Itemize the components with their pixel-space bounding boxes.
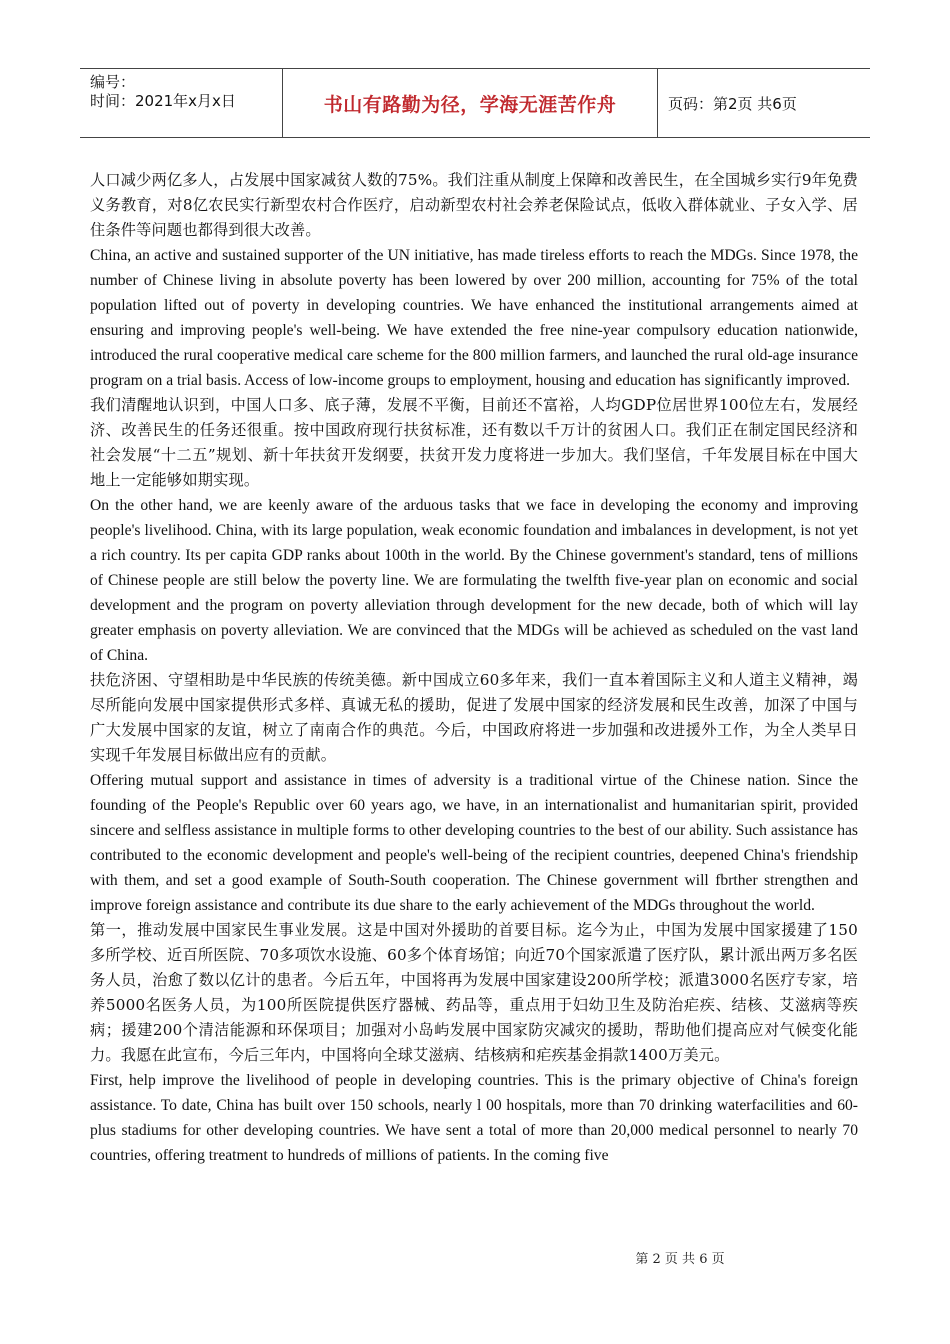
paragraph-zh-1: 人口减少两亿多人，占发展中国家减贫人数的75%。我们注重从制度上保障和改善民生，在全国城乡实行9年免费义务教育，对8亿农民实行新型农村合作医疗，启动新型农村社会养老保险试点，低收入群体就业、子女入学、居住条件等问题也都得到很大改善。 — [90, 171, 858, 239]
paragraph-en-4: First, help improve the livelihood of people in developing countries. This is the primary objective of China's foreign assistance. To date, China has built over 150 schools, nearly l 00 hospitals, more than 70 drinking waterfacilities and 60-plus stadiums for other developing countries. We have sent a total of more than 20,000 medical personnel to nearly 70 countries, offering treatment to hundreds of millions of patients. In the coming five — [90, 1072, 858, 1164]
header-motto: 书山有路勤为径，学海无涯苦作舟 — [283, 69, 658, 137]
paragraph-zh-3: 扶危济困、守望相助是中华民族的传统美德。新中国成立60多年来，我们一直本着国际主义和人道主义精神，竭尽所能向发展中国家提供形式多样、真诚无私的援助，促进了发展中国家的经济发展和民生改善，加深了中国与广大发展中国家的友谊，树立了南南合作的典范。今后，中国政府将进一步加强和改进援外工作，为全人类早日实现千年发展目标做出应有的贡献。 — [90, 671, 858, 764]
paragraph-zh-2: 我们清醒地认识到，中国人口多、底子薄，发展不平衡，目前还不富裕，人均GDP位居世界100位左右，发展经济、改善民生的任务还很重。按中国政府现行扶贫标准，还有数以千万计的贫困人口。我们正在制定国民经济和社会发展“十二五”规划、新十年扶贫开发纲要，扶贫开发力度将进一步加大。我们坚信，千年发展目标在中国大地上一定能够如期实现。 — [90, 396, 858, 489]
page-header — [80, 68, 870, 138]
header-meta — [80, 69, 283, 137]
paragraph-en-2: On the other hand, we are keenly aware of the arduous tasks that we face in developing the economy and improving people's livelihood. China, with its large population, weak economic foundation and imbalances in development, is not yet a rich country. Its per capita GDP ranks about 100th in the world. By the Chinese government's standard, tens of millions of Chinese people are still below the poverty line. We are formulating the twelfth five-year plan on economic and social development and the program on poverty alleviation through development for the new decade, both of which will lay greater emphasis on poverty alleviation. We are convinced that the MDGs will be achieved as scheduled on the vast land of China. — [90, 497, 858, 664]
header-page-label: 页码：第2页 共6页 — [668, 94, 797, 113]
paragraph-en-1: China, an active and sustained supporter of the UN initiative, has made tireless efforts to reach the MDGs. Since 1978, the number of Chinese living in absolute poverty has been lowered by over 200 million, accounting for 75% of the total population lifted out of poverty in developing countries. We have enhanced the institutional arrangements aimed at ensuring and improving people's well-being. We have extended the free nine-year compulsory education nationwide, introduced the rural cooperative medical care scheme for the 800 million farmers, and launched the rural old-age insurance program on a trial basis. Access of low-income groups to employment, housing and education has significantly improved. — [90, 247, 858, 389]
serial-label: 编号： — [90, 73, 136, 91]
paragraph-zh-4: 第一，推动发展中国家民生事业发展。这是中国对外援助的首要目标。迄今为止，中国为发展中国家援建了150多所学校、近百所医院、70多项饮水设施、60多个体育场馆；向近70个国家派遣了医疗队，累计派出两万多名医务人员，治愈了数以亿计的患者。今后五年，中国将再为发展中国家建设200所学校；派遣3000名医疗专家，培养5000名医务人员，为100所医院提供医疗器械、药品等，重点用于妇幼卫生及防治疟疾、结核、艾滋病等疾病；援建200个清洁能源和环保项目；加强对小岛屿发展中国家防灾减灾的援助，帮助他们提高应对气候变化能力。我愿在此宣布，今后三年内，中国将向全球艾滋病、结核病和疟疾基金捐款1400万美元。 — [90, 921, 858, 1064]
document-body — [90, 168, 858, 1168]
page-footer: 第 2 页 共 6 页 — [635, 1252, 725, 1267]
paragraph-en-3: Offering mutual support and assistance in times of adversity is a traditional virtue of the Chinese nation. Since the founding of the People's Republic over 60 years ago, we have, in an internationalist and humanitarian spirit, provided sincere and selfless assistance in multiple forms to other developing countries to the best of our ability. Such assistance has contributed to the economic development and people's well-being of the recipient countries, deepened China's friendship with them, and set a good example of South-South cooperation. The Chinese government will fbrther strengthen and improve foreign assistance and contribute its due share to the early achievement of the MDGs throughout the world. — [90, 772, 858, 914]
date-label: 时间：2021年x月x日 — [90, 92, 236, 110]
